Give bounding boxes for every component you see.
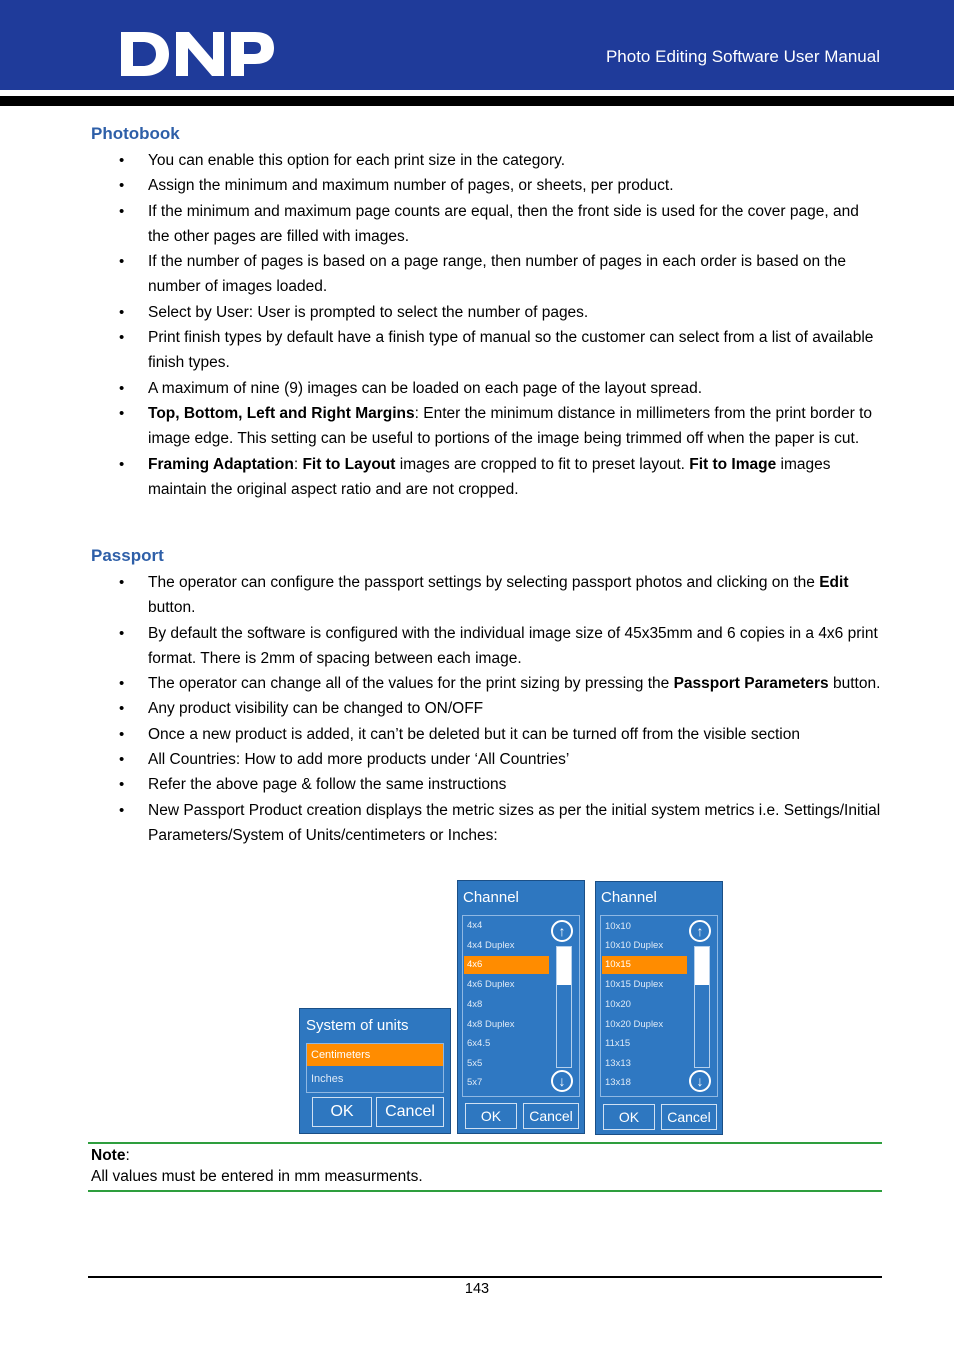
- units-option-centimeters[interactable]: Centimeters: [307, 1044, 443, 1066]
- scroll-up-icon[interactable]: ↑: [689, 920, 711, 942]
- list-item: [91, 452, 881, 503]
- channel-option[interactable]: 6x4.5: [467, 1038, 491, 1049]
- list-item: • Assign the minimum and maximum number of pages, or sheets, per product.: [91, 173, 881, 198]
- channel-option[interactable]: 4x8: [467, 999, 483, 1010]
- separator: :: [293, 455, 303, 473]
- page-number: 143: [464, 1281, 490, 1297]
- passport-heading: Passport: [91, 546, 164, 565]
- list-item: • You can enable this option for each print size in the category.: [91, 148, 881, 173]
- document-title: Photo Editing Software User Manual: [605, 47, 880, 66]
- channel-option[interactable]: 10x20: [605, 999, 631, 1010]
- note-colon: :: [125, 1147, 130, 1164]
- list-item: • By default the software is configured with the individual image size of 45x35mm and 6 copies in a 4x6 print format. There is 2mm of spacing between each image.: [91, 621, 881, 672]
- list-item: • Once a new product is added, it can’t be deleted but it can be turned off from the visible section: [91, 722, 881, 747]
- fit-image-desc: images maintain the original aspect ratio and are not cropped.: [148, 455, 831, 498]
- ok-button[interactable]: OK: [603, 1104, 655, 1130]
- page-header: [0, 0, 954, 90]
- channel-dialog-inches: [457, 880, 585, 1134]
- fit-layout-term: Fit to Layout: [302, 455, 396, 473]
- channel-list: [462, 915, 580, 1097]
- passport-parameters-term: Passport Parameters: [673, 675, 829, 693]
- scroll-down-icon[interactable]: ↓: [689, 1070, 711, 1092]
- scroll-up-icon[interactable]: ↑: [551, 920, 573, 942]
- cancel-button[interactable]: Cancel: [523, 1103, 579, 1129]
- note-bottom-rule: [88, 1190, 882, 1192]
- list-item: • New Passport Product creation displays the metric sizes as per the initial system metrics i.e. Settings/Initial Parameters/System of Units/centimeters or Inches:: [91, 798, 881, 849]
- channel-option[interactable]: 10x10: [605, 921, 631, 932]
- scrollbar-thumb[interactable]: [695, 947, 709, 985]
- channel-option[interactable]: 4x4 Duplex: [467, 940, 515, 951]
- list-item: • Print finish types by default have a finish type of manual so the customer can select from a list of available finish types.: [91, 325, 881, 376]
- system-of-units-dialog: [299, 1008, 451, 1134]
- passport-list: [91, 570, 881, 848]
- item-text: button.: [148, 599, 196, 617]
- list-item: • All Countries: How to add more products under ‘All Countries’: [91, 747, 881, 772]
- list-item: • Refer the above page & follow the same instructions: [91, 772, 881, 797]
- framing-term: Framing Adaptation: [148, 455, 294, 473]
- dialog-title: Channel: [601, 889, 657, 906]
- item-text: The operator can change all of the values for the print sizing by pressing the: [148, 675, 674, 693]
- list-item: • Select by User: User is prompted to select the number of pages.: [91, 300, 881, 325]
- scrollbar-thumb[interactable]: [557, 947, 571, 985]
- channel-dialog-centimeters: [595, 881, 723, 1135]
- channel-option[interactable]: 5x5: [467, 1058, 483, 1069]
- list-item: • If the minimum and maximum page counts are equal, then the front side is used for the cover page, and the other pages are filled with images.: [91, 199, 881, 250]
- note-top-rule: [88, 1142, 882, 1144]
- channel-option-selected[interactable]: 10x15: [602, 956, 687, 974]
- list-item: • If the number of pages is based on a page range, then number of pages in each order is based on the number of images loaded.: [91, 249, 881, 300]
- footer-rule: [88, 1276, 882, 1278]
- channel-option[interactable]: 11x15: [605, 1038, 631, 1049]
- photobook-list: [91, 148, 881, 502]
- channel-option[interactable]: 4x8 Duplex: [467, 1019, 515, 1030]
- fit-image-term: Fit to Image: [689, 455, 777, 473]
- dialog-title: Channel: [463, 889, 519, 906]
- header-divider: [0, 96, 954, 106]
- cancel-button[interactable]: Cancel: [376, 1097, 444, 1127]
- note-text: All values must be entered in mm measurments.: [91, 1168, 423, 1185]
- note-label-text: Note: [91, 1147, 126, 1164]
- units-list: [306, 1043, 444, 1093]
- channel-list: [600, 915, 718, 1097]
- margins-desc: : Enter the minimum distance in millimeters from the print border to image edge. This setting can be useful to portions of the image being trimmed off when the paper is cut.: [148, 404, 873, 448]
- units-option-inches[interactable]: Inches: [311, 1073, 344, 1085]
- channel-option[interactable]: 10x20 Duplex: [605, 1019, 664, 1030]
- ok-button[interactable]: OK: [465, 1103, 517, 1129]
- item-text: button.: [828, 675, 881, 693]
- channel-option-selected[interactable]: 4x6: [464, 956, 549, 974]
- scroll-down-icon[interactable]: ↓: [551, 1070, 573, 1092]
- list-item: • Any product visibility can be changed to ON/OFF: [91, 696, 881, 721]
- list-item: [91, 570, 881, 621]
- channel-option[interactable]: 10x15 Duplex: [605, 979, 664, 990]
- channel-option[interactable]: 5x7: [467, 1077, 483, 1088]
- channel-option[interactable]: 4x6 Duplex: [467, 979, 515, 990]
- photobook-heading: Photobook: [91, 124, 180, 143]
- list-item: [91, 671, 881, 696]
- channel-option[interactable]: 13x13: [605, 1058, 631, 1069]
- dialog-title: System of units: [306, 1017, 409, 1034]
- list-item: [91, 401, 881, 452]
- channel-option[interactable]: 10x10 Duplex: [605, 940, 664, 951]
- channel-option[interactable]: 13x18: [605, 1077, 631, 1088]
- ok-button[interactable]: OK: [312, 1097, 372, 1127]
- margins-term: Top, Bottom, Left and Right Margins: [148, 404, 415, 422]
- channel-option[interactable]: 4x4: [467, 920, 483, 931]
- cancel-button[interactable]: Cancel: [661, 1104, 717, 1130]
- note-label: [91, 1147, 130, 1165]
- list-item: • A maximum of nine (9) images can be loaded on each page of the layout spread.: [91, 376, 881, 401]
- edit-term: Edit: [819, 574, 849, 591]
- fit-layout-desc: images are cropped to fit to preset layout.: [395, 455, 690, 473]
- dnp-logo: [118, 30, 276, 78]
- item-text: The operator can configure the passport settings by selecting passport photos and clicking on the: [148, 574, 820, 591]
